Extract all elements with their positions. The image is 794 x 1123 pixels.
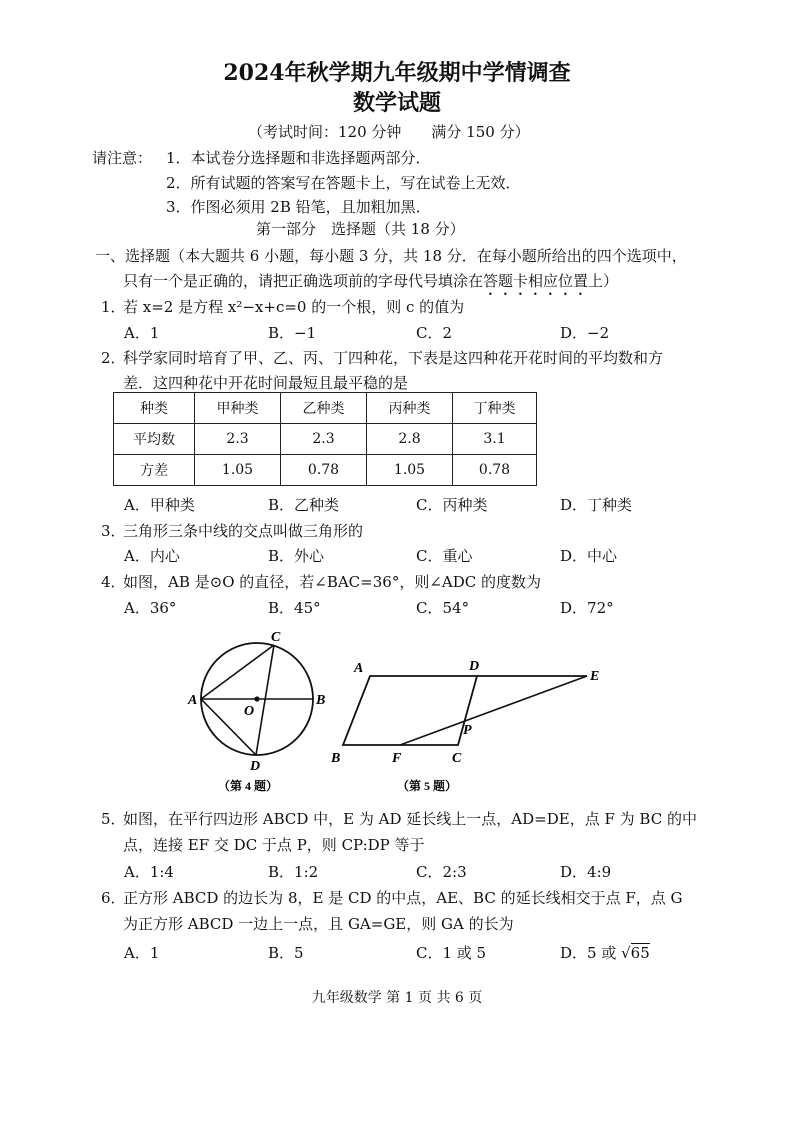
q1-option-a: A．1 xyxy=(124,324,160,342)
q1-text: 若 x=2 是方程 x²−x+c=0 的一个根，则 c 的值为 xyxy=(123,298,465,316)
page-footer: 九年级数学 第 1 页 共 6 页 xyxy=(311,990,483,1006)
figure-q5-parallelogram xyxy=(325,650,615,795)
q5-option-d: D．4:9 xyxy=(560,863,612,881)
fig5-caption: （第 5 题） xyxy=(397,779,458,793)
q6-text-line2: 为正方形 ABCD 一边上一点，且 GA=GE，则 GA 的长为 xyxy=(123,915,514,933)
q3-number: 3． xyxy=(101,522,126,540)
fig4-caption: （第 4 题） xyxy=(218,779,279,793)
fig5-label-b: B xyxy=(331,751,341,766)
fig5-label-f: F xyxy=(392,751,402,766)
q4-option-b: B．45° xyxy=(268,599,321,617)
table-cell: 1.05 xyxy=(367,455,453,486)
table-header-cell: 丁种类 xyxy=(453,393,537,424)
table-row xyxy=(114,455,537,486)
q1-option-d: D．−2 xyxy=(560,324,610,342)
fig4-label-o: O xyxy=(244,704,255,719)
q6-option-c: C．1 或 5 xyxy=(416,944,487,962)
q5-number: 5． xyxy=(101,810,126,828)
q5-option-a: A．1:4 xyxy=(124,863,174,881)
q2-option-d: D．丁种类 xyxy=(560,496,633,514)
table-cell: 方差 xyxy=(114,455,195,486)
table-cell: 0.78 xyxy=(453,455,537,486)
table-header-cell: 乙种类 xyxy=(281,393,367,424)
q4-text: 如图，AB 是⊙O 的直径，若∠BAC=36°，则∠ADC 的度数为 xyxy=(123,573,541,591)
fig5-label-p: P xyxy=(463,723,472,738)
part1-instruction-1: 一、选择题（本大题共 6 小题，每小题 3 分，共 18 分．在每小题所给出的四个选项中， xyxy=(95,247,687,265)
q6-option-b: B．5 xyxy=(268,944,304,962)
q1-option-b: B．−1 xyxy=(268,324,317,342)
q6-option-a: A．1 xyxy=(124,944,160,962)
part1-instruction-2: 只有一个是正确的，请把正确选项前的字母代号填涂在答题卡相应位置上） xyxy=(123,272,619,290)
q5-option-b: B．1:2 xyxy=(268,863,319,881)
note-item-3: 3．作图必须用 2B 铅笔，且加粗加黑． xyxy=(166,198,431,216)
exam-title: 2024年秋学期九年级期中学情调查 xyxy=(223,60,571,86)
q6-number: 6． xyxy=(101,889,126,907)
table-cell: 2.3 xyxy=(281,424,367,455)
segment-ef xyxy=(400,676,587,745)
q2-text-line1: 科学家同时培育了甲、乙、丙、丁四种花，下表是这四种花开花时间的平均数和方 xyxy=(123,349,664,367)
q6-option-d: D．5 或 √65 xyxy=(560,944,650,962)
q2-option-b: B．乙种类 xyxy=(268,496,340,514)
segment-ac xyxy=(201,645,274,699)
q1-number: 1． xyxy=(101,298,126,316)
q5-text-line2: 点，连接 EF 交 DC 于点 P，则 CP:DP 等于 xyxy=(123,836,425,854)
flower-data-table xyxy=(113,392,537,486)
q6-text-line1: 正方形 ABCD 的边长为 8，E 是 CD 的中点，AE、BC 的延长线相交于点 F，点 G xyxy=(123,889,683,907)
fig5-label-a: A xyxy=(354,661,364,676)
emphasized-text: 答题卡相应位置 xyxy=(483,272,589,290)
exam-subtitle: 数学试题 xyxy=(352,90,441,116)
fig4-label-c: C xyxy=(271,630,281,645)
q3-option-a: A．内心 xyxy=(124,547,180,565)
q4-option-a: A．36° xyxy=(124,599,177,617)
q3-option-c: C．重心 xyxy=(416,547,473,565)
table-cell: 0.78 xyxy=(281,455,367,486)
note-item-2: 2．所有试题的答案写在答题卡上，写在试卷上无效． xyxy=(166,174,521,192)
table-row xyxy=(114,424,537,455)
q2-option-a: A．甲种类 xyxy=(124,496,195,514)
radicand: 65 xyxy=(630,944,650,962)
parallelogram-abcd xyxy=(343,676,477,745)
table-cell: 平均数 xyxy=(114,424,195,455)
fig5-label-c: C xyxy=(452,751,462,766)
q3-option-b: B．外心 xyxy=(268,547,325,565)
q4-number: 4． xyxy=(101,573,126,591)
table-cell: 1.05 xyxy=(195,455,281,486)
part1-title: 第一部分 选择题（共 18 分） xyxy=(256,220,465,238)
q3-option-d: D．中心 xyxy=(560,547,618,565)
table-header-row xyxy=(114,393,537,424)
table-header-cell: 丙种类 xyxy=(367,393,453,424)
fig5-label-e: E xyxy=(590,669,600,684)
fig4-label-a: A xyxy=(188,693,198,708)
q2-option-c: C．丙种类 xyxy=(416,496,488,514)
note-item-1: 1．本试卷分选择题和非选择题两部分． xyxy=(166,149,431,167)
q2-text-line2: 差．这四种花中开花时间最短且最平稳的是 xyxy=(123,374,409,392)
figure-q4-circle xyxy=(180,625,340,795)
center-point-o xyxy=(254,696,259,701)
table-header-cell: 甲种类 xyxy=(195,393,281,424)
q3-text: 三角形三条中线的交点叫做三角形的 xyxy=(123,522,364,540)
fig4-label-d: D xyxy=(250,759,261,774)
table-cell: 3.1 xyxy=(453,424,537,455)
sqrt-icon: √ xyxy=(621,944,631,962)
fig5-label-d: D xyxy=(469,659,480,674)
q1-option-c: C．2 xyxy=(416,324,453,342)
q4-option-c: C．54° xyxy=(416,599,470,617)
table-cell: 2.3 xyxy=(195,424,281,455)
fig4-label-b: B xyxy=(316,693,326,708)
q5-text-line1: 如图，在平行四边形 ABCD 中，E 为 AD 延长线上一点，AD=DE，点 F 为 BC 的中 xyxy=(123,810,697,828)
q2-number: 2． xyxy=(101,349,126,367)
q4-option-d: D．72° xyxy=(560,599,614,617)
table-header-cell: 种类 xyxy=(114,393,195,424)
exam-info: （考试时间：120 分钟 满分 150 分） xyxy=(248,123,530,141)
table-cell: 2.8 xyxy=(367,424,453,455)
q5-option-c: C．2:3 xyxy=(416,863,467,881)
notes-label: 请注意： xyxy=(92,149,153,167)
